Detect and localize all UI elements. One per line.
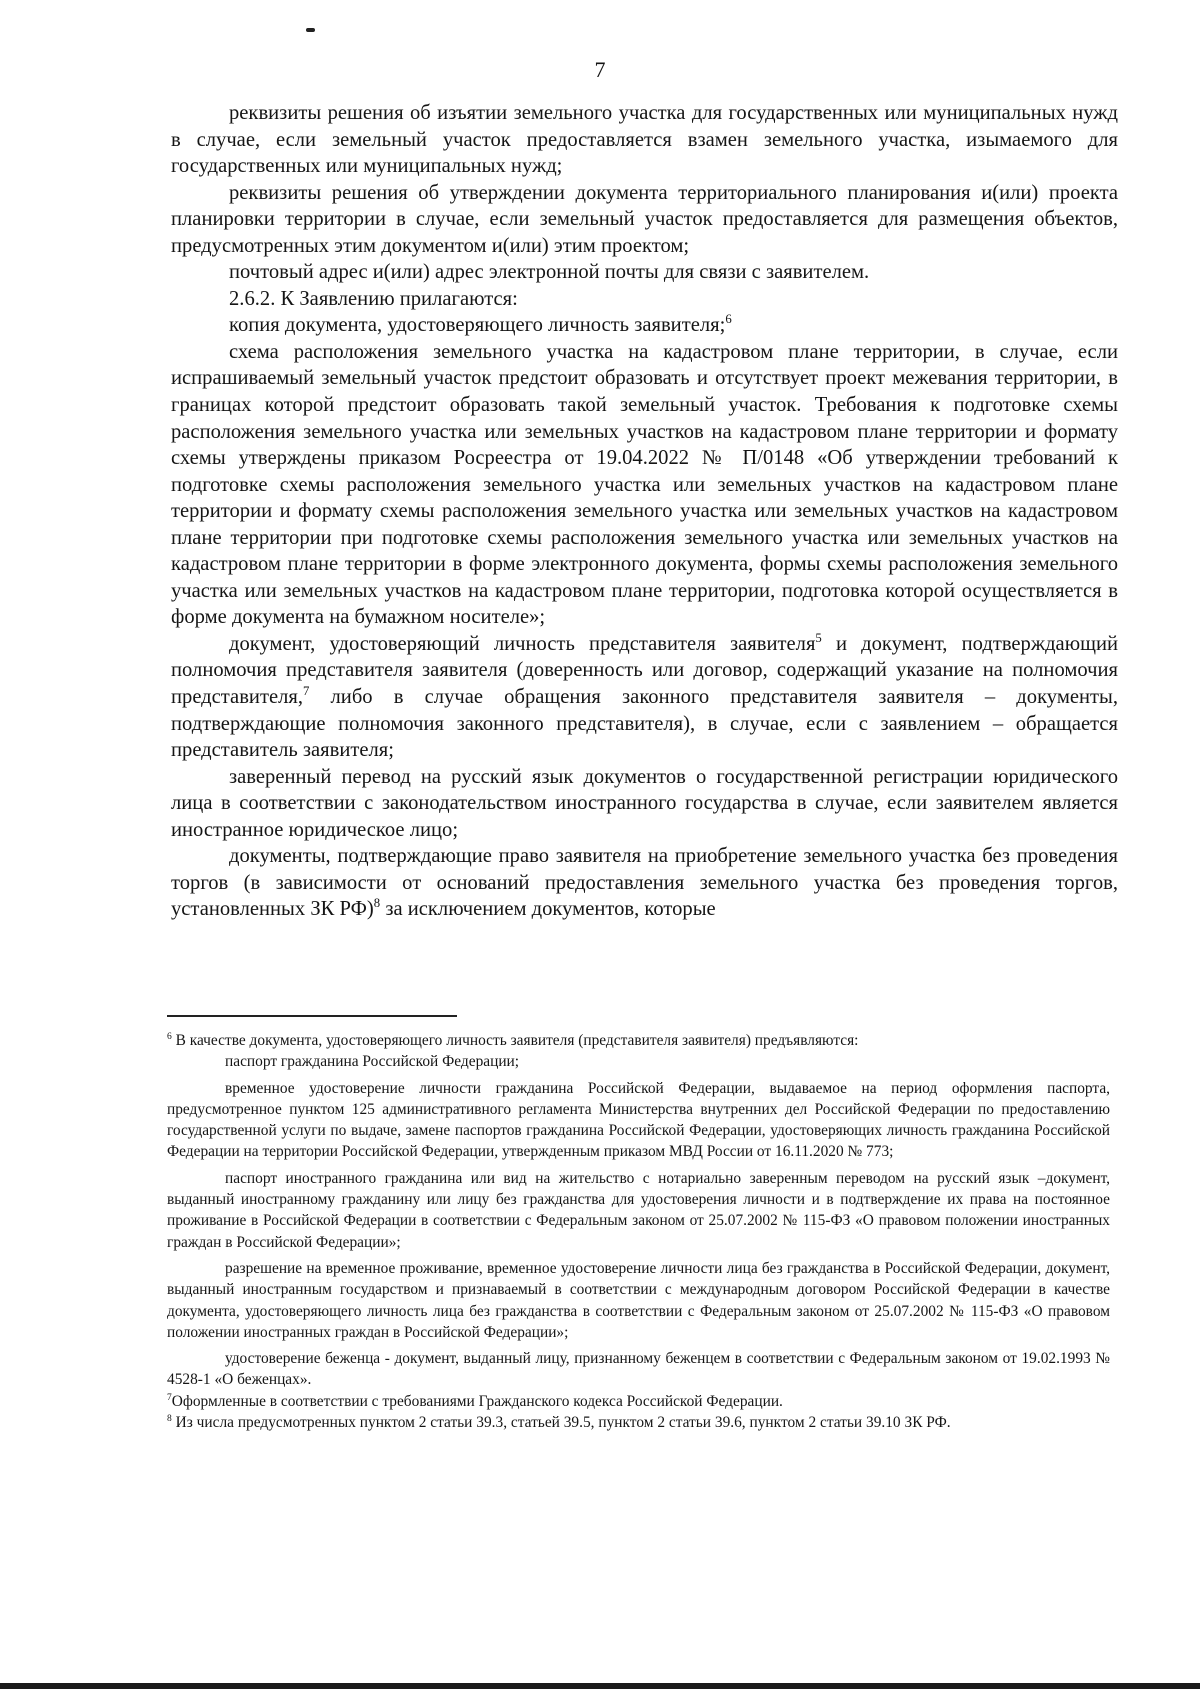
scan-bottom-edge bbox=[0, 1683, 1200, 1689]
paragraph-id-copy: копия документа, удостоверяющего личность заявителя;$^6$ bbox=[229, 312, 732, 337]
page-number: 7 bbox=[594, 57, 606, 82]
footnote-6-item: паспорт гражданина Российской Федерации; bbox=[225, 1053, 520, 1071]
paragraph-seizure-details: реквизиты решения об изъятии земельного участка для государственных или муниципальных нужд в случае, если земельный участок предоставляется взамен земельного участка, изымаемого для государственных или муниципальных нужд; bbox=[171, 102, 1118, 178]
paragraph-contact-address: почтовый адрес и(или) адрес электронной почты для связи с заявителем. bbox=[229, 261, 870, 284]
footnote-ref-6: 6 bbox=[725, 312, 732, 327]
footnote-6-item: удостоверение беженца - документ, выданный лицу, признанному беженцем в соответствии с Федеральным законом от 19.02.1993 № 4528-1 «О беженцах». bbox=[167, 1350, 1110, 1389]
footnote-6-item: временное удостоверение личности гражданина Российской Федерации, выдаваемое на период оформления паспорта, предусмотренное пунктом 125 административного регламента Министерства внутренних дел Российской Федерации по предоставлению государственной услуги по выдаче, замене паспортов гражданина Российской Федерации, удостоверяющих личность гражданина Российской Федерации на территории Российской Федерации, утвержденным приказом МВД России от 16.11.2020 № 773; bbox=[167, 1079, 1110, 1161]
footnote-8: $^8$ Из числа предусмотренных пунктом 2 статьи 39.3, статьей 39.5, пунктом 2 статьи 39.6, пунктом 2 статьи 39.10 ЗК РФ. bbox=[167, 1412, 951, 1432]
footnotes bbox=[167, 1030, 1110, 1433]
paragraph-planning-details: реквизиты решения об утверждении документа территориального планирования и(или) проекта планировки территории в случае, если земельный участок предоставляется для размещения объектов, предусмотренных этим документом и(или) этим проектом; bbox=[171, 181, 1118, 257]
paragraph-foreign-entity-translation: заверенный перевод на русский язык документов о государственной регистрации юридического лица в соответствии с законодательством иностранного государства в случае, если заявителем является иностранное юридическое лицо; bbox=[171, 765, 1118, 841]
paragraph-land-scheme: схема расположения земельного участка на кадастровом плане территории, в случае, если испрашиваемый земельный участок предстоит образовать и отсутствует проект межевания территории, в границах которой предстоит образовать такой земельный участок. Требования к подготовке схемы расположения земельного участка или земельных участков на кадастровом плане территории и формату схемы утверждены приказом Росреестра от 19.04.2022 № П/0148 «Об утверждении требований к подготовке схемы расположения земельного участка или земельных участков на кадастровом плане территории и формату схемы расположения земельного участка или земельных участков на кадастровом плане территории при подготовке схемы расположения земельного участка или земельных участков на кадастровом плане территории в форме электронного документа, формы схемы расположения земельного участка или земельных участков на кадастровом плане территории, подготовка которой осуществляется в форме документа на бумажном носителе»; bbox=[171, 340, 1118, 629]
paragraph-representative-documents: документ, удостоверяющий личность представителя заявителя$^5$ и документ, подтверждающий полномочия представителя заявителя (доверенность или договор, содержащий указание на полномочия представителя,$^7$ либо в случае обращения законного представителя заявителя – документы, подтверждающие полномочия законного представителя), в случае, если с заявлением – обращается представитель заявителя; bbox=[171, 631, 1118, 762]
footnote-ref-7: 7 bbox=[302, 684, 310, 699]
footnote-7: $^7$Оформленные в соответствии с требованиями Гражданского кодекса Российской Федерации. bbox=[167, 1391, 783, 1410]
paragraph-attachments-heading: 2.6.2. К Заявлению прилагаются: bbox=[229, 287, 518, 310]
footnote-ref-5: 5 bbox=[815, 631, 822, 646]
footnote-ref-8: 8 bbox=[373, 896, 381, 911]
footnote-6-item: паспорт иностранного гражданина или вид на жительство с нотариально заверенным переводом на русский язык –документ, выданный иностранному гражданину или лицу без гражданства для удостоверения личности и в подтверждение их права на постоянное проживание в Российской Федерации в соответствии с Федеральным законом от 25.07.2002 № 115-ФЗ «О правовом положении иностранных граждан в Российской Федерации»; bbox=[167, 1169, 1110, 1251]
paragraph-acquisition-right-documents: документы, подтверждающие право заявителя на приобретение земельного участка без проведения торгов (в зависимости от оснований предоставления земельного участка без проведения торгов, установленных ЗК РФ)$^8$ за исключением документов, которые bbox=[171, 845, 1118, 921]
footnote-separator bbox=[167, 1015, 457, 1017]
footnote-6-lead: $^6$ В качестве документа, удостоверяющего личность заявителя (представителя заявителя) предъявляются: bbox=[167, 1030, 859, 1049]
footnote-6-item: разрешение на временное проживание, временное удостоверение личности лица без гражданства в Российской Федерации, документ, выданный иностранным государством и признаваемый в соответствии с международным договором Российской Федерации в качестве документа, удостоверяющего личность лица без гражданства в соответствии с Федеральным законом от 25.07.2002 № 115-ФЗ «О правовом положении иностранных граждан в Российской Федерации»; bbox=[167, 1259, 1110, 1341]
scan-artifact-mark bbox=[306, 28, 315, 32]
main-text bbox=[171, 100, 1118, 923]
